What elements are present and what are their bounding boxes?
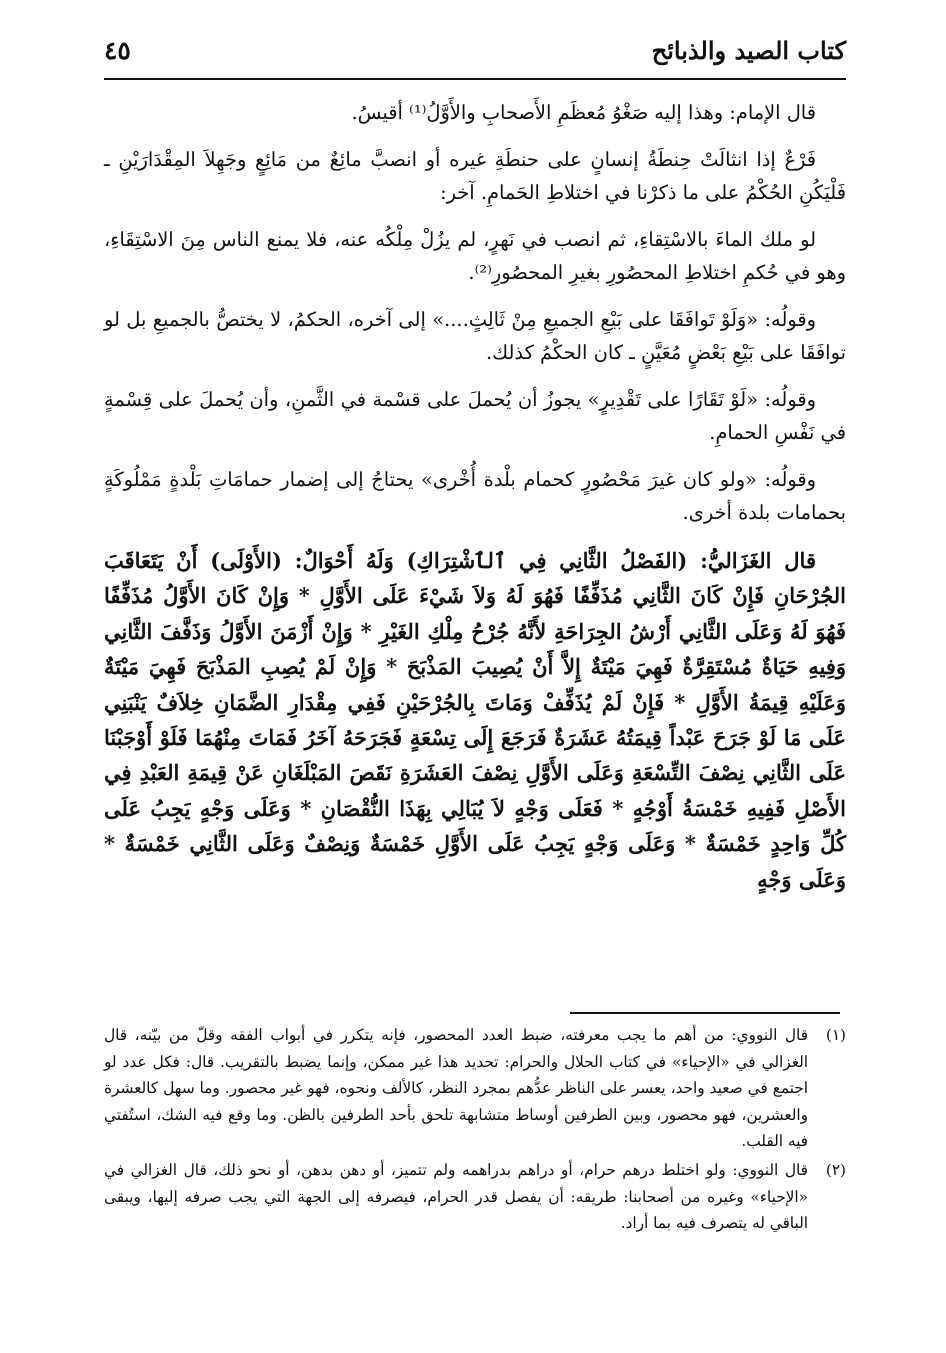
page-header	[104, 30, 846, 80]
paragraph-imam-opinion: قال الإمام: وهذا إليه صَغْوُ مُعظَمِ الأَصحابِ والأَوَّلُ⁽¹⁾ أقيسُ.	[351, 101, 816, 124]
main-text	[104, 96, 846, 897]
footnote-number: (١)	[825, 1026, 846, 1044]
running-title: كتاب الصيد والذبائح	[651, 36, 846, 65]
footnote-text: قال النووي: من أهم ما يجب معرفته، ضبط العدد المحصور، فإنه يتكرر في أبواب الفقه وقلّ من بيّنه، قال الغزالي في «الإحياء» في كتاب الحلال والحرام: تحديد هذا غير ممكن، وإنما يضبط بالتقريب. قال: فكل عدد لو اجتمع في صعيد واحد، يعسر على الناظر عدُّهم بمجرد النظر، كالألف ونحوه، فهو غير محصور. وما سهل كالعشرة والعشرين، فهو محصور، وبين الطرفين أوساط متشابهة تلحق بأحد الطرفين بالظن. وما وقع فيه الشك، استُفتي فيه القلب.	[104, 1026, 808, 1151]
paragraph-water-in-river: لو ملك الماءَ بالاسْتِقاءِ، ثم انصب في نَهرٍ، لم يزُلْ مِلْكُه عنه، فلا يمنع الناس مِنَ الاسْتِقَاءِ، وهو في حُكمِ اختلاطِ المحصُورِ بغيرِ المحصُورِ⁽²⁾.	[104, 228, 846, 284]
footnote-item	[104, 1157, 846, 1237]
footnote-number: (٢)	[825, 1160, 846, 1179]
paragraph-sale-to-third: وقولُه: «وَلَوْ تَوافَقَا على بَيْعِ الجميعِ مِنْ ثَالِثٍ....» إلى آخره، الحكمُ، لا يختصُّ بالجميعِ بل لو توافَقَا على بَيْعِ بَعْضٍ مُعَيَّنٍ ـ كان الحكْمُ كذلك.	[104, 308, 846, 364]
paragraph-far-mixing-wheat: فَرْعٌ إذا انثالَتْ حِنطَةُ إنسانٍ على حنطَةِ غيره أو انصبَّ مائِعٌ من مَائِعٍ وجَهِلاَ المِقْدَارَيْنِ ـ فَلْيَكُنِ الحُكْمُ على ما ذكرْنا في اختلاطِ الحَمامِ. آخر:	[104, 148, 846, 204]
paragraph-estimation: وقولُه: «لَوْ تَقَارًا على تَقْدِيرٍ» يجوزُ أن يُحملَ على قسْمة في الثَّمنِ، وأن يُحملَ على قِسْمةٍ في نَفْسِ الحمامِ.	[104, 388, 846, 444]
commentary-section	[104, 96, 846, 529]
footnote-item	[104, 1022, 846, 1155]
paragraph-unconfined-pigeons: وقولُه: «ولو كان غيرَ مَحْصُورٍ كحمام بلْدة أُخْرى» يحتاجُ إلى إضمار حمامَاتِ بَلْدةٍ مَمْلُوكَةٍ بحمامات بلدة أخرى.	[104, 468, 846, 524]
page-number: ٤٥	[104, 36, 131, 65]
ghazali-matn-paragraph: قال الغَزَاليُّ: (الفَصْلُ الثَّانِي فِي ٱلٱشْتِرَاكِ) وَلَهُ أَحْوَالٌ: (الأَوْلَى) أَنْ يَتَعَاقَبَ الجُرْحَانِ فَإِنْ كَانَ الثَّانِي مُذَفِّفًا فَهُوَ لَهُ وَلاَ شَيْءَ عَلَى الأَوَّلِ * وَإِنْ كَانَ الأَوَّلُ مُذَفِّفًا فَهُوَ لَهُ وَعَلَى الثَّانِي أَرْشُ الجِرَاحَةِ لأَنَّهُ جُرْحُ مِلْكِ الغَيْرِ * وَإِنْ أَزْمَنَ الأَوَّلُ وَذَفَّفَ الثَّانِي وَفِيهِ حَيَاةٌ مُسْتَقِرَّةٌ فَهِيَ مَيْتَةٌ إِلاَّ أَنْ يُصِيبَ المَذْبَحَ * وَإِنْ لَمْ يُصِبِ المَذْبَحَ فَهِيَ مَيْتَةٌ وَعَلَيْهِ قِيمَةُ الأَوَّلِ * فَإِنْ لَمْ يُذَفِّفْ وَمَاتَ بِالجُرْحَيْنِ فَفِي مِقْدَارِ الضَّمَانِ خِلاَفٌ يَنْبَنِي عَلَى مَا لَوْ جَرَحَ عَبْداً قِيمَتُهُ عَشَرَةٌ فَرَجَعَ إِلَى تِسْعَةٍ فَجَرَحَهُ آخَرُ فَمَاتَ مِنْهُمَا فَلَوْ أَوْجَبْنَا عَلَى الثَّانِي نِصْفَ التِّسْعَةِ وَعَلَى الأَوَّلِ نِصْفَ العَشَرَةِ نَقَصَ المَبْلَغَانِ عَنْ قِيمَةِ العَبْدِ فِي الأَصْلِ فَفِيهِ خَمْسَةُ أَوْجُهٍ * فَعَلَى وَجْهٍ لاَ يُبَالِي بِهَذَا النُّقْصَانِ * وَعَلَى وَجْهٍ يَجِبُ عَلَى كُلِّ وَاحِدٍ خَمْسَةٌ * وَعَلَى وَجْهٍ يَجِبُ عَلَى الأَوَّلِ خَمْسَةٌ وَنِصْفٌ وَعَلَى الثَّانِي خَمْسَةٌ * وَعَلَى وَجْهٍ	[104, 548, 846, 892]
footnotes	[104, 1022, 846, 1239]
footnote-text: قال النووي: ولو اختلط درهم حرام، أو دراهم بدراهمه ولم تتميز، أو دهن بدهن، أو نحو ذلك، قال الغزالي في «الإحياء» وغيره من أصحابنا: طريقه: أن يفصل قدر الحرام، فيصرفه إلى الجهة التي يجب صرفه إليها، ويبقى الباقي له يتصرف فيه بما أراد.	[104, 1160, 808, 1233]
footnote-separator	[570, 1012, 840, 1014]
ghazali-text-section	[104, 543, 846, 897]
